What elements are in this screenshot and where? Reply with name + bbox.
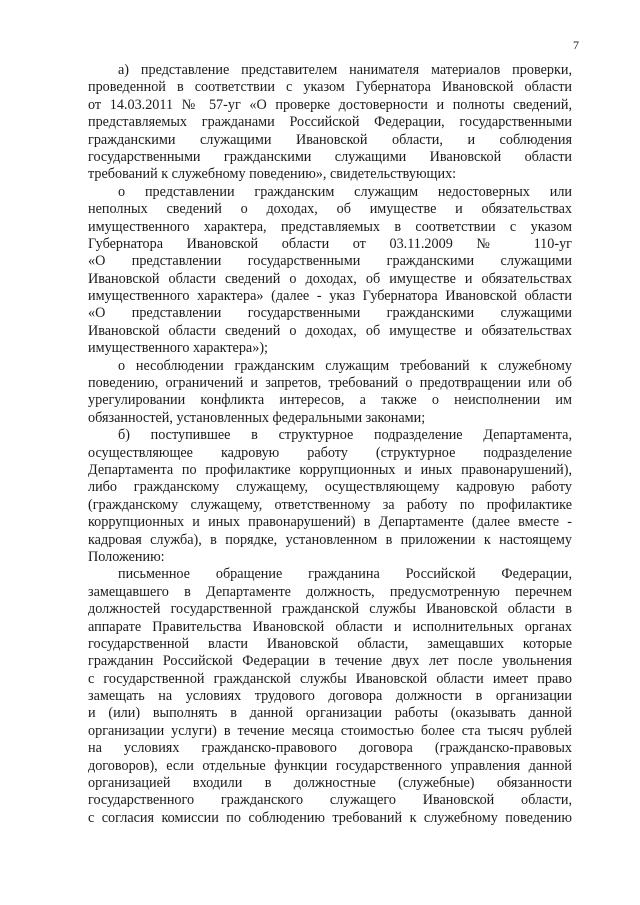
text-line: о представлении гражданским служащим недостоверных или bbox=[118, 183, 572, 200]
text-line: от 14.03.2011 № 57-уг «О проверке достоверности и полноты сведений, bbox=[88, 96, 572, 113]
text-line: Ивановской области сведений о доходах, об имуществе и обязательствах bbox=[88, 270, 572, 287]
text-line: организацией входили в должностные (служебные) обязанности bbox=[88, 775, 572, 792]
text-line: урегулировании конфликта интересов, а также о неисполнении им bbox=[88, 392, 572, 409]
text-line: с государственной гражданской службы Ивановской области имеет право bbox=[88, 670, 572, 687]
text-line: с согласия комиссии по соблюдению требований к служебному поведению bbox=[88, 809, 572, 826]
text-line: Положению: bbox=[88, 548, 165, 565]
text-line: государственного гражданского служащего Ивановской области, bbox=[88, 792, 572, 809]
text-line: имущественного характера, представляемых в соответствии с указом bbox=[88, 218, 572, 235]
text-line: Ивановской области сведений о доходах, об имуществе и обязательствах bbox=[88, 322, 572, 339]
text-line: представляемых гражданами Российской Федерации, государственными bbox=[88, 114, 572, 131]
page-number: 7 bbox=[573, 38, 579, 52]
text-line: «О представлении государственными гражданскими служащими bbox=[88, 253, 572, 270]
text-line: аппарате Правительства Ивановской области и исполнительных органах bbox=[88, 618, 572, 635]
text-line: (гражданскому служащему, ответственному за работу по профилактике bbox=[88, 496, 572, 513]
text-line: о несоблюдении гражданским служащим требований к служебному bbox=[118, 357, 572, 374]
text-line: «О представлении государственными гражданскими служащими bbox=[88, 305, 572, 322]
text-line: организации услуги) в течение месяца стоимостью более ста тысяч рублей bbox=[88, 722, 572, 739]
text-line: государственной власти Ивановской области, замещавших которые bbox=[88, 635, 572, 652]
text-line: и (или) выполнять в данной организации работы (оказывать данной bbox=[88, 705, 572, 722]
text-line: кадровая служба), в порядке, установленном в приложении к настоящему bbox=[88, 531, 572, 548]
body-text bbox=[88, 62, 572, 827]
text-line: замещать на условиях трудового договора должности в организации bbox=[88, 688, 572, 705]
text-line: договоров), если отдельные функции государственного управления данной bbox=[88, 757, 572, 774]
text-line: поведению, ограничений и запретов, требований о предотвращении или об bbox=[88, 375, 572, 392]
text-line: Губернатора Ивановской области от 03.11.2009 № 110-уг bbox=[88, 235, 572, 252]
text-line: либо гражданскому служащему, осуществляющему кадровую работу bbox=[88, 479, 572, 496]
text-line: гражданскими служащими Ивановской области, и соблюдения bbox=[88, 131, 572, 148]
text-line: неполных сведений о доходах, об имуществе и обязательствах bbox=[88, 201, 572, 218]
text-line: имущественного характера» (далее - указ Губернатора Ивановской области bbox=[88, 288, 572, 305]
text-line: государственными гражданскими служащими Ивановской области bbox=[88, 148, 572, 165]
text-line: осуществляющее кадровую работу (структурное подразделение bbox=[88, 444, 572, 461]
text-line: замещавшего в Департаменте должность, предусмотренную перечнем bbox=[88, 583, 572, 600]
text-line: проведенной в соответствии с указом Губернатора Ивановской области bbox=[88, 79, 572, 96]
text-line: б) поступившее в структурное подразделение Департамента, bbox=[118, 427, 572, 444]
text-line: обязанностей, установленных федеральными законами; bbox=[88, 409, 426, 426]
text-line: должностей государственной гражданской службы Ивановской области в bbox=[88, 601, 572, 618]
text-line: имущественного характера»); bbox=[88, 340, 268, 357]
text-line: коррупционных и иных правонарушений) в Департаменте (далее вместе - bbox=[88, 514, 572, 531]
text-line: требований к служебному поведению», свидетельствующих: bbox=[88, 166, 457, 183]
text-line: а) представление представителем нанимателя материалов проверки, bbox=[118, 62, 572, 78]
text-line: письменное обращение гражданина Российской Федерации, bbox=[118, 566, 572, 583]
text-line: на условиях гражданско-правового договора (гражданско-правовых bbox=[88, 740, 572, 757]
text-line: Департамента по профилактике коррупционных и иных правонарушений), bbox=[88, 461, 572, 478]
text-line: гражданин Российской Федерации в течение двух лет после увольнения bbox=[88, 653, 572, 670]
